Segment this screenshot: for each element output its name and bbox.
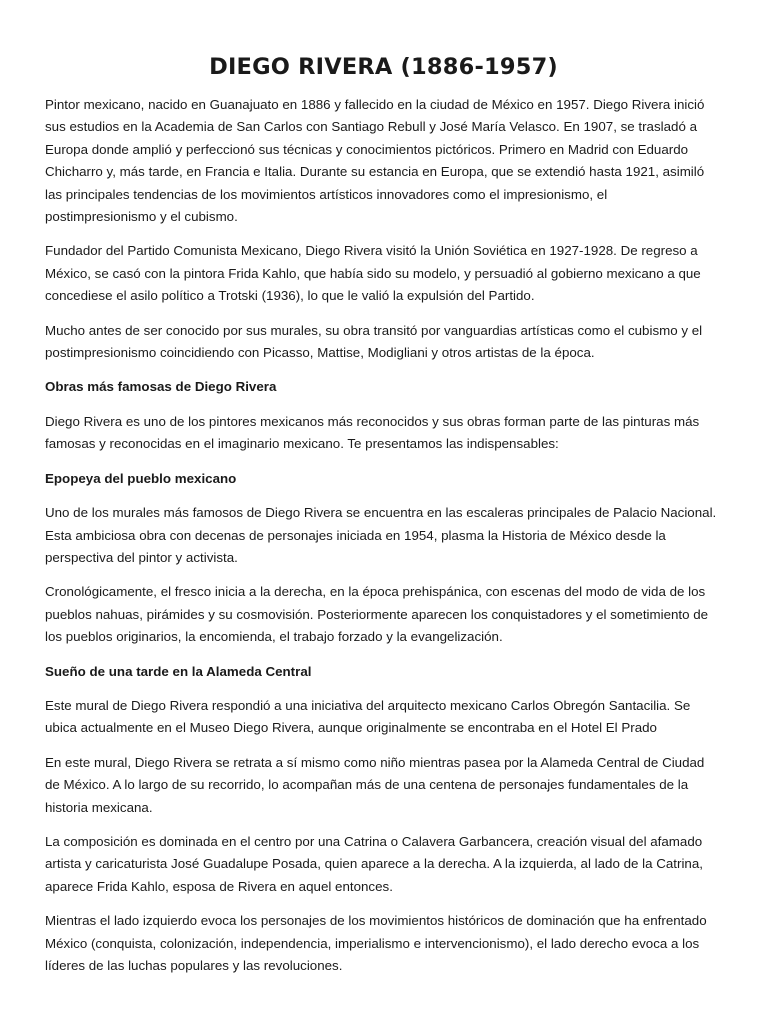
paragraph-alameda-2: En este mural, Diego Rivera se retrata a sí mismo como niño mientras pasea por la Alameda Central de Ciudad de México. A lo largo de su recorrido, lo acompañan más de una centena de personajes fundamentales de la historia mexicana. [45,754,705,815]
section-heading-obras: Obras más famosas de Diego Rivera [45,379,277,395]
paragraph-alameda-3: La composición es dominada en el centro por una Catrina o Calavera Garbancera, creación visual del afamado artista y caricaturista José Guadalupe Posada, quien aparece a la derecha. A la izquierda, al lado de la Catrina, aparece Frida Kahlo, esposa de Rivera en aquel entonces. [45,833,703,894]
paragraph-alameda-4: Mientras el lado izquierdo evoca los personajes de los movimientos históricos de dominación que ha enfrentado México (conquista, colonización, independencia, imperialismo e intervencionismo), el lado derecho evoca a los líderes de las luchas populares y las revoluciones. [45,913,707,973]
section-heading-alameda: Sueño de una tarde en la Alameda Central [45,663,312,679]
section-heading-epopeya: Epopeya del pueblo mexicano [45,470,237,486]
paragraph-partido: Fundador del Partido Comunista Mexicano, Diego Rivera visitó la Unión Soviética en 1927-1928. De regreso a México, se casó con la pintora Frida Kahlo, que había sido su modelo, y persuadió al gobierno mexicano a que concediese el asilo político a Trotski (1936), lo que le valió la expulsión del Partido. [45,243,701,304]
paragraph-alameda-1: Este mural de Diego Rivera respondió a una iniciativa del arquitecto mexicano Carlos Obregón Santacilia. Se ubica actualmente en el Museo Diego Rivera, aunque originalmente se encontraba en el Hotel El Prado [45,697,691,736]
document-title: DIEGO RIVERA (1886-1957) [209,54,558,80]
paragraph-intro: Pintor mexicano, nacido en Guanajuato en 1886 y fallecido en la ciudad de México en 1957. Diego Rivera inició sus estudios en la Academia de San Carlos con Santiago Rebull y José María Velasco. En 1907, se trasladó a Europa donde amplió y perfeccionó sus técnicas y conocimientos pictóricos. Primero en Madrid con Eduardo Chicharro y, más tarde, en Francia e Italia. Durante su estancia en Europa, que se extendió hasta 1921, asimiló las principales tendencias de los movimientos artísticos innovadores como el impresionismo, el postimpresionismo y el cubismo. [45,97,705,225]
paragraph-vanguardias: Mucho antes de ser conocido por sus murales, su obra transitó por vanguardias artísticas como el cubismo y el postimpresionismo coincidiendo con Picasso, Mattise, Modigliani y otros artistas de la época. [45,322,703,361]
paragraph-epopeya-1: Uno de los murales más famosos de Diego Rivera se encuentra en las escaleras principales de Palacio Nacional. Esta ambiciosa obra con decenas de personajes iniciada en 1954, plasma la Historia de México desde la perspectiva del pintor y activista. [45,505,717,565]
paragraph-obras: Diego Rivera es uno de los pintores mexicanos más reconocidos y sus obras forman parte de las pinturas más famosas y reconocidas en el imaginario mexicano. Te presentamos las indispensables: [45,413,700,452]
paragraph-epopeya-2: Cronológicamente, el fresco inicia a la derecha, en la época prehispánica, con escenas del modo de vida de los pueblos nahuas, pirámides y su cosmovisión. Posteriormente aparecen los conquistadores y el sometimiento de los pueblos originarios, la encomienda, el trabajo forzado y la evangelización. [45,584,709,645]
